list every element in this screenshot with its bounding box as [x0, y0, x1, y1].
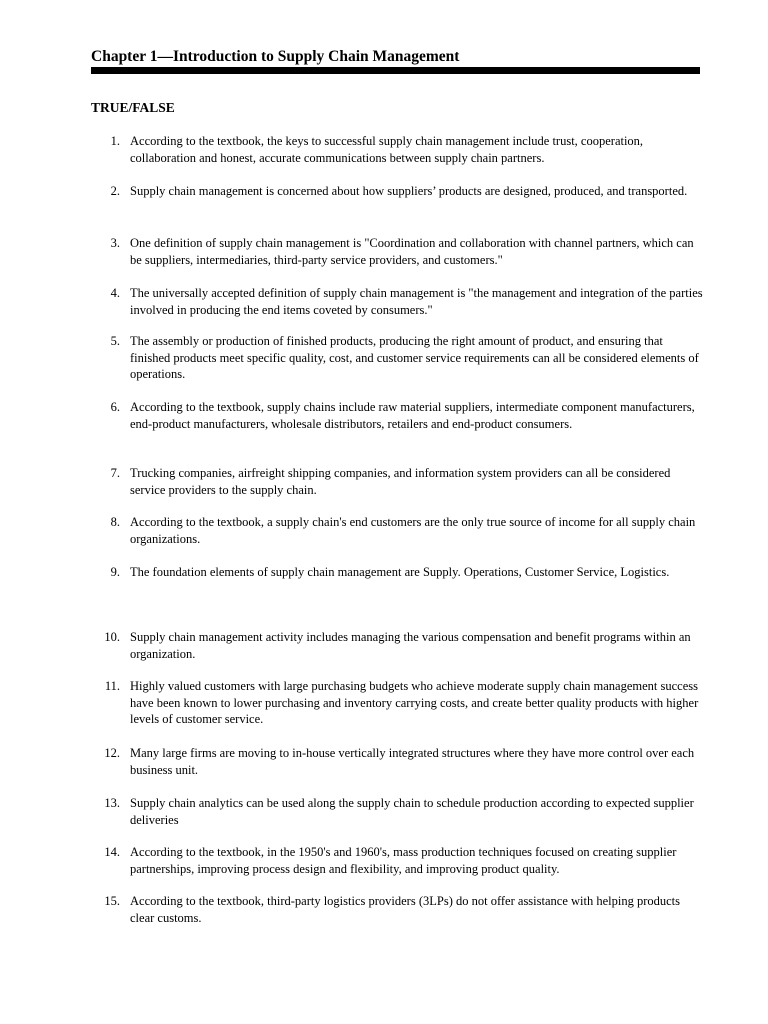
question-item [91, 285, 703, 318]
question-text: The assembly or production of finished products, producing the right amount of product, and ensuring that finished products meet specific quality, cost, and customer service requirements can all be considered elements of operations. [130, 334, 699, 381]
question-text: Highly valued customers with large purchasing budgets who achieve moderate supply chain management success have been known to lower purchasing and inventory carrying costs, and create better quality products with higher levels of customer service. [130, 679, 699, 726]
question-text: The foundation elements of supply chain management are Supply. Operations, Customer Service, Logistics. [130, 565, 670, 579]
question-text: Supply chain analytics can be used along the supply chain to schedule production according to expected supplier deliveries [130, 796, 694, 827]
question-item [91, 333, 703, 383]
question-item [91, 514, 703, 547]
question-number: 6. [110, 400, 120, 414]
question-text: Supply chain management is concerned about how suppliers’ products are designed, produced, and transported. [130, 184, 688, 198]
question-number: 15. [104, 894, 120, 908]
question-number: 9. [110, 565, 120, 579]
question-number: 11. [104, 679, 120, 693]
question-number: 1. [110, 134, 120, 148]
question-text: Trucking companies, airfreight shipping companies, and information system providers can all be considered service providers to the supply chain. [130, 466, 671, 497]
question-text: The universally accepted definition of supply chain management is "the management and integration of the parties involved in producing the end items coveted by consumers." [130, 286, 703, 317]
question-number: 14. [104, 845, 120, 859]
section-heading: TRUE/FALSE [91, 100, 175, 115]
question-number: 8. [110, 515, 120, 529]
question-item [91, 235, 703, 268]
question-item [91, 133, 703, 166]
title-rule [91, 67, 700, 74]
question-number: 12. [104, 746, 120, 760]
question-item [91, 844, 703, 877]
question-number: 2. [110, 184, 120, 198]
question-item [91, 465, 703, 498]
question-text: According to the textbook, in the 1950's and 1960's, mass production techniques focused on creating supplier partnerships, improving process design and flexibility, and improving product quality. [130, 845, 677, 876]
question-item [91, 399, 703, 432]
question-item [91, 183, 703, 200]
question-number: 5. [110, 334, 120, 348]
question-text: Supply chain management activity includes managing the various compensation and benefit programs within an organization. [130, 630, 691, 661]
question-number: 13. [104, 796, 120, 810]
question-text: According to the textbook, the keys to successful supply chain management include trust, cooperation, collaboration and honest, accurate communications between supply chain partners. [130, 134, 644, 165]
question-number: 10. [104, 630, 120, 644]
question-item [91, 745, 703, 778]
question-number: 3. [110, 236, 120, 250]
question-item [91, 629, 703, 662]
question-item [91, 893, 703, 926]
question-text: According to the textbook, supply chains include raw material suppliers, intermediate component manufacturers, end-product manufacturers, wholesale distributors, retailers and end-product consumers. [130, 400, 695, 431]
question-text: According to the textbook, third-party logistics providers (3LPs) do not offer assistance with helping products clear customs. [130, 894, 681, 925]
question-text: One definition of supply chain management is "Coordination and collaboration with channel partners, which can be suppliers, intermediaries, third-party service providers, and customers." [130, 236, 694, 267]
question-number: 4. [110, 286, 120, 300]
question-item [91, 678, 703, 728]
question-item [91, 795, 703, 828]
question-text: According to the textbook, a supply chain's end customers are the only true source of income for all supply chain organizations. [130, 515, 696, 546]
question-text: Many large firms are moving to in-house vertically integrated structures where they have more control over each business unit. [130, 746, 695, 777]
question-number: 7. [110, 466, 120, 480]
question-item [91, 564, 703, 581]
chapter-title: Chapter 1—Introduction to Supply Chain Management [91, 48, 460, 65]
